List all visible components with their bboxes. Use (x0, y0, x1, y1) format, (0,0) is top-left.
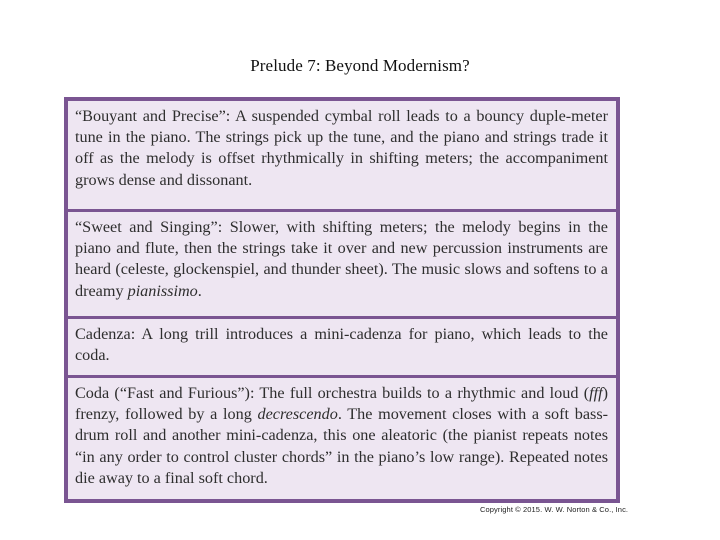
section-text (75, 383, 608, 489)
section-text-part: Coda (“Fast and Furious”): The full orchestra builds to a rhythmic and loud ( (75, 384, 590, 402)
section-text-part: . The movement closes with a soft bass-drum roll and another mini-cadenza, this one aleatoric (the pianist repeats notes “in any order to control cluster chords” in the piano’s low range). Repeated notes die away to a final soft chord. (75, 405, 609, 487)
listening-guide-table (64, 97, 620, 503)
dynamic-marking: decrescendo (257, 405, 338, 424)
section-text (75, 217, 608, 302)
section-text-part: “Sweet and Singing”: Slower, with shifting meters; the melody begins in the piano and flute, then the strings take it over and new percussion instruments are heard (celeste, glockenspiel, and thunder sheet). The music slows and softens to a dreamy (75, 218, 608, 300)
section-text: “Bouyant and Precise”: A suspended cymbal roll leads to a bouncy duple-meter tune in the piano. The strings pick up the tune, and the piano and strings trade it off as the melody is offset rhythmically in shifting meters; the accompaniment grows dense and dissonant. (75, 107, 608, 189)
section-row-bouyant-and-precise (68, 101, 616, 209)
section-row-cadenza (68, 316, 616, 375)
section-row-coda (68, 375, 616, 499)
section-text: Cadenza: A long trill introduces a mini-cadenza for piano, which leads to the coda. (75, 325, 608, 365)
section-text-part: ) frenzy, followed by a long (75, 384, 608, 424)
dynamic-marking: pianissimo (127, 281, 198, 300)
dynamic-marking: fff (589, 384, 603, 402)
slide-title: Prelude 7: Beyond Modernism? (250, 56, 470, 75)
section-text-part: . (197, 281, 202, 300)
section-row-sweet-and-singing (68, 209, 616, 316)
copyright-notice: Copyright © 2015. W. W. Norton & Co., Inc. (480, 505, 629, 514)
